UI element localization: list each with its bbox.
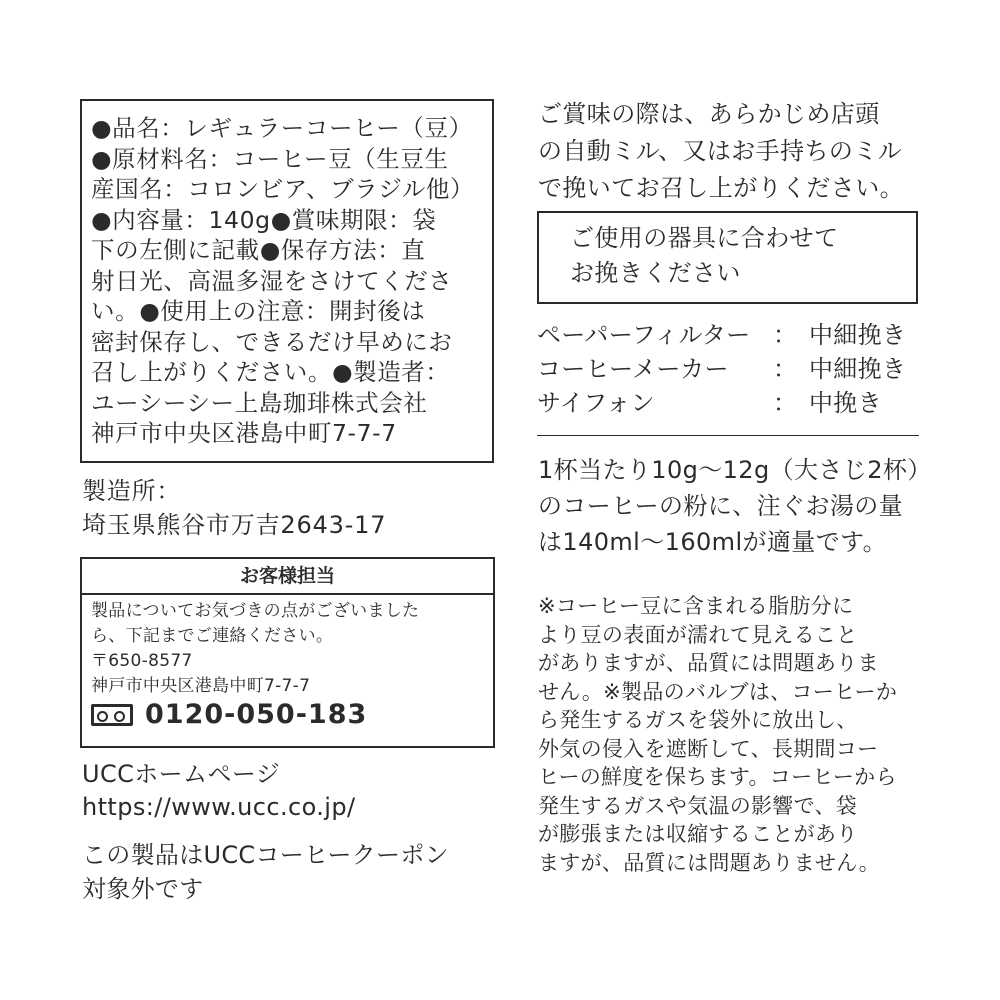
notice-line: より豆の表面が濡れて見えること bbox=[538, 622, 858, 647]
grind-advice-line: お挽きください bbox=[570, 259, 741, 287]
dosage-line: 1杯当たり10g～12g（大さじ2杯） bbox=[538, 456, 932, 484]
product-info-line: 産国名：コロンビア、ブラジル他） bbox=[91, 175, 475, 203]
product-info-line: 下の左側に記載●保存方法：直 bbox=[91, 236, 426, 264]
homepage-url-link[interactable]: https://www.ucc.co.jp/ bbox=[82, 793, 356, 821]
grind-device: サイフォン bbox=[537, 389, 655, 417]
grind-table-row bbox=[537, 318, 919, 352]
dosage-line: のコーヒーの粉に、注ぐお湯の量 bbox=[538, 492, 904, 520]
grind-colon: ： bbox=[773, 321, 798, 349]
free-dial-icon bbox=[91, 704, 133, 726]
product-info-line: 射日光、高温多湿をさけてくださ bbox=[91, 266, 453, 295]
notice-line: ※コーヒー豆に含まれる脂肪分に bbox=[538, 594, 854, 618]
grind-device: コーヒーメーカー bbox=[537, 355, 729, 383]
product-info-line: ●内容量：140g●賞味期限：袋 bbox=[91, 205, 437, 234]
product-info-line: 密封保存し、できるだけ早めにお bbox=[91, 327, 453, 356]
phone-number[interactable]: 0120-050-183 bbox=[145, 699, 368, 730]
dosage-line: は140ml～160mlが適量です。 bbox=[538, 528, 887, 556]
product-info-line: 神戸市中央区港島中町7-7-7 bbox=[91, 419, 397, 447]
grind-advice-line: ご使用の器具に合わせて bbox=[570, 224, 839, 252]
customer-support-box bbox=[80, 557, 495, 748]
product-info-box bbox=[80, 99, 494, 463]
support-message-line: ら、下記までご連絡ください。 bbox=[91, 626, 334, 646]
phone-row bbox=[91, 699, 493, 730]
homepage-section bbox=[82, 758, 355, 824]
support-address: 神戸市中央区港島中町7-7-7 bbox=[91, 676, 311, 696]
free-dial-icon-ring bbox=[114, 711, 125, 722]
product-info-line: ユーシーシー上島珈琲株式会社 bbox=[91, 388, 428, 417]
customer-support-title: お客様担当 bbox=[82, 559, 493, 595]
product-info-line: 召し上がりください。●製造者： bbox=[91, 358, 450, 386]
grind-colon: ： bbox=[773, 355, 798, 383]
brewing-intro bbox=[538, 96, 904, 207]
free-dial-icon-ring bbox=[97, 711, 108, 722]
product-info-line: ●品名：レギュラーコーヒー（豆） bbox=[91, 114, 473, 142]
support-message-line: 製品についてお気づきの点がございました bbox=[91, 601, 420, 621]
grind-device: ペーパーフィルター bbox=[537, 321, 751, 349]
notice-line: ら発生するガスを袋外に放出し、 bbox=[538, 708, 858, 732]
brewing-intro-line: で挽いてお召し上がりください。 bbox=[538, 174, 904, 202]
manufacturing-site bbox=[82, 474, 386, 542]
grind-level: 中挽き bbox=[809, 389, 882, 417]
notice-line: が膨張または収縮することがあり bbox=[538, 822, 858, 846]
manufacturing-site-address: 埼玉県熊谷市万吉2643-17 bbox=[82, 511, 387, 539]
coupon-note bbox=[82, 838, 449, 906]
brewing-intro-line: の自動ミル、又はお手持ちのミル bbox=[538, 137, 903, 165]
notice-line: がありますが、品質には問題ありま bbox=[538, 651, 879, 675]
grind-level: 中細挽き bbox=[809, 355, 907, 383]
coupon-note-line: この製品はUCCコーヒークーポン bbox=[82, 841, 449, 869]
dosage-instructions bbox=[538, 452, 932, 560]
notice-line: 発生するガスや気温の影響で、袋 bbox=[538, 793, 858, 818]
grind-level: 中細挽き bbox=[809, 321, 907, 349]
notice-line: 外気の侵入を遮断して、長期間コー bbox=[538, 736, 879, 761]
notice-line: せん。※製品のバルブは、コーヒーか bbox=[538, 679, 898, 704]
grind-table bbox=[537, 318, 919, 420]
freshness-notice bbox=[538, 592, 897, 877]
grind-colon: ： bbox=[773, 389, 798, 417]
grind-table-row bbox=[537, 352, 919, 386]
homepage-label: UCCホームページ bbox=[82, 760, 281, 788]
grind-table-row bbox=[537, 386, 919, 420]
section-divider bbox=[537, 435, 919, 436]
brewing-intro-line: ご賞味の際は、あらかじめ店頭 bbox=[538, 100, 880, 128]
postal-code: 〒650-8577 bbox=[91, 651, 193, 671]
customer-support-body bbox=[82, 595, 493, 730]
notice-line: ますが、品質には問題ありません。 bbox=[538, 850, 881, 875]
grind-advice-box bbox=[537, 211, 918, 304]
product-info-line: い。●使用上の注意：開封後は bbox=[91, 297, 426, 325]
coupon-note-line: 対象外です bbox=[82, 875, 204, 903]
product-info-line: ●原材料名：コーヒー豆（生豆生 bbox=[91, 144, 449, 173]
notice-line: ヒーの鮮度を保ちます。コーヒーから bbox=[538, 765, 897, 789]
manufacturing-site-label: 製造所： bbox=[82, 477, 182, 505]
